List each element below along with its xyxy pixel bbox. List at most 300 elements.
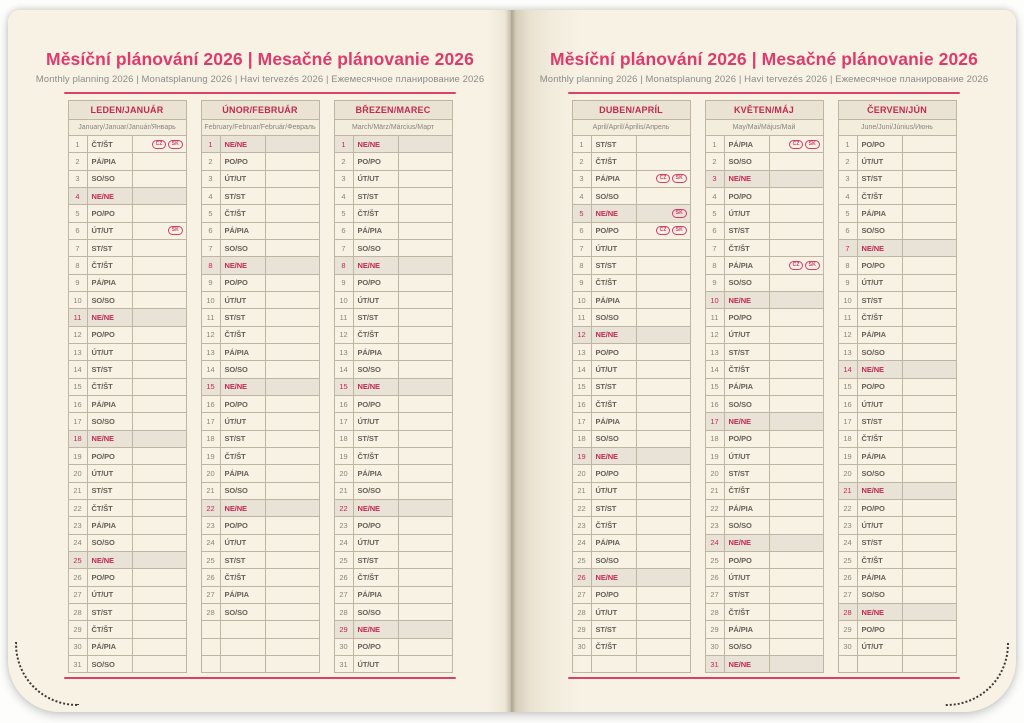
day-number: 24 bbox=[69, 535, 88, 551]
day-weekday: NE/NE bbox=[592, 327, 637, 343]
day-weekday: SO/SO bbox=[221, 240, 266, 256]
day-notes bbox=[266, 552, 319, 568]
day-notes bbox=[399, 535, 452, 551]
day-number: 15 bbox=[573, 379, 592, 395]
day-weekday: PÁ/PIA bbox=[354, 344, 399, 360]
month-days bbox=[839, 136, 956, 672]
day-notes bbox=[637, 257, 690, 273]
day-notes bbox=[266, 604, 319, 620]
day-weekday: ÚT/UT bbox=[221, 413, 266, 429]
day-number: 28 bbox=[202, 604, 221, 620]
day-row bbox=[839, 448, 956, 465]
day-row bbox=[573, 535, 690, 552]
day-notes bbox=[770, 604, 823, 620]
day-row bbox=[69, 205, 186, 222]
day-number: 3 bbox=[202, 171, 221, 187]
day-weekday: PO/PO bbox=[88, 205, 133, 221]
day-number: 13 bbox=[69, 344, 88, 360]
day-notes bbox=[399, 448, 452, 464]
day-row bbox=[573, 257, 690, 274]
day-notes bbox=[133, 639, 186, 655]
day-row bbox=[573, 292, 690, 309]
day-number: 25 bbox=[202, 552, 221, 568]
day-row bbox=[706, 292, 823, 309]
day-row bbox=[69, 448, 186, 465]
day-number: 16 bbox=[69, 396, 88, 412]
day-notes bbox=[903, 431, 956, 447]
day-weekday: PO/PO bbox=[221, 153, 266, 169]
day-notes bbox=[770, 223, 823, 239]
day-notes bbox=[133, 535, 186, 551]
empty-row bbox=[202, 639, 319, 656]
day-number: 24 bbox=[706, 535, 725, 551]
day-weekday: NE/NE bbox=[88, 309, 133, 325]
day-number: 25 bbox=[706, 552, 725, 568]
day-number: 19 bbox=[706, 448, 725, 464]
day-row bbox=[69, 587, 186, 604]
day-weekday: PÁ/PIA bbox=[858, 448, 903, 464]
day-number: 4 bbox=[202, 188, 221, 204]
day-notes bbox=[266, 240, 319, 256]
day-weekday: ČT/ŠT bbox=[725, 604, 770, 620]
month-table-2 bbox=[201, 100, 320, 673]
day-notes bbox=[266, 188, 319, 204]
day-weekday: ST/ST bbox=[221, 188, 266, 204]
day-number: 2 bbox=[335, 153, 354, 169]
day-notes bbox=[133, 344, 186, 360]
day-notes bbox=[903, 587, 956, 603]
day-weekday: ÚT/UT bbox=[858, 396, 903, 412]
day-number: 10 bbox=[573, 292, 592, 308]
day-number: 17 bbox=[202, 413, 221, 429]
day-number: 25 bbox=[573, 552, 592, 568]
day-number: 8 bbox=[839, 257, 858, 273]
day-number: 20 bbox=[69, 465, 88, 481]
day-number: 13 bbox=[335, 344, 354, 360]
day-notes bbox=[266, 448, 319, 464]
day-notes bbox=[770, 569, 823, 585]
day-number: 25 bbox=[69, 552, 88, 568]
day-number: 14 bbox=[335, 361, 354, 377]
day-weekday: ST/ST bbox=[592, 379, 637, 395]
day-row bbox=[335, 500, 452, 517]
top-rule bbox=[64, 92, 456, 94]
day-weekday: SO/SO bbox=[88, 535, 133, 551]
day-weekday: SO/SO bbox=[354, 240, 399, 256]
day-weekday: ČT/ŠT bbox=[221, 569, 266, 585]
day-notes bbox=[770, 587, 823, 603]
day-number: 4 bbox=[839, 188, 858, 204]
day-notes bbox=[399, 483, 452, 499]
day-weekday: PÁ/PIA bbox=[221, 587, 266, 603]
day-weekday: SO/SO bbox=[725, 396, 770, 412]
day-notes bbox=[399, 517, 452, 533]
day-row bbox=[839, 517, 956, 534]
day-notes bbox=[399, 344, 452, 360]
day-weekday: PO/PO bbox=[354, 517, 399, 533]
day-weekday: SO/SO bbox=[858, 344, 903, 360]
day-notes bbox=[637, 604, 690, 620]
day-row bbox=[573, 587, 690, 604]
day-weekday: ÚT/UT bbox=[88, 344, 133, 360]
day-notes bbox=[133, 292, 186, 308]
day-number: 17 bbox=[335, 413, 354, 429]
day-row bbox=[839, 344, 956, 361]
day-weekday: ST/ST bbox=[725, 465, 770, 481]
day-row bbox=[706, 396, 823, 413]
day-number: 15 bbox=[69, 379, 88, 395]
day-notes bbox=[903, 309, 956, 325]
day-notes bbox=[637, 431, 690, 447]
day-number: 8 bbox=[706, 257, 725, 273]
day-notes bbox=[399, 240, 452, 256]
day-row bbox=[69, 656, 186, 672]
day-notes bbox=[637, 621, 690, 637]
day-weekday: NE/NE bbox=[88, 552, 133, 568]
day-number bbox=[839, 656, 858, 672]
day-row bbox=[335, 465, 452, 482]
day-notes bbox=[903, 535, 956, 551]
month-name: KVĚTEN/MÁJ bbox=[706, 101, 823, 120]
day-weekday: ÚT/UT bbox=[88, 223, 133, 239]
day-row bbox=[335, 379, 452, 396]
day-weekday: PO/PO bbox=[858, 500, 903, 516]
day-notes bbox=[903, 465, 956, 481]
day-row bbox=[335, 275, 452, 292]
day-number: 11 bbox=[706, 309, 725, 325]
day-row bbox=[573, 361, 690, 378]
day-number: 16 bbox=[573, 396, 592, 412]
day-notes bbox=[133, 587, 186, 603]
day-number: 9 bbox=[573, 275, 592, 291]
day-row bbox=[706, 621, 823, 638]
holiday-badge-cz: CZ bbox=[656, 226, 670, 235]
day-number: 21 bbox=[839, 483, 858, 499]
day-row bbox=[573, 517, 690, 534]
day-number: 9 bbox=[202, 275, 221, 291]
day-notes bbox=[133, 153, 186, 169]
day-weekday: ČT/ŠT bbox=[88, 136, 133, 152]
day-weekday: ST/ST bbox=[221, 552, 266, 568]
day-weekday: ČT/ŠT bbox=[592, 153, 637, 169]
months-row-right bbox=[512, 100, 1016, 673]
day-row bbox=[69, 379, 186, 396]
day-notes bbox=[770, 361, 823, 377]
day-row bbox=[573, 569, 690, 586]
day-notes bbox=[770, 309, 823, 325]
day-weekday: ČT/ŠT bbox=[725, 483, 770, 499]
day-notes bbox=[903, 569, 956, 585]
day-row bbox=[573, 205, 690, 222]
day-number: 27 bbox=[69, 587, 88, 603]
day-number: 2 bbox=[202, 153, 221, 169]
day-notes bbox=[637, 656, 690, 672]
day-weekday: ÚT/UT bbox=[725, 205, 770, 221]
day-weekday: ÚT/UT bbox=[221, 171, 266, 187]
day-row bbox=[69, 639, 186, 656]
day-number: 19 bbox=[573, 448, 592, 464]
day-row bbox=[202, 309, 319, 326]
day-row bbox=[706, 205, 823, 222]
day-weekday: PO/PO bbox=[725, 431, 770, 447]
day-weekday: ST/ST bbox=[858, 171, 903, 187]
day-number: 10 bbox=[69, 292, 88, 308]
day-weekday bbox=[221, 621, 266, 637]
month-languages: May/Mai/Május/Май bbox=[706, 120, 823, 136]
day-row bbox=[706, 517, 823, 534]
day-row bbox=[573, 465, 690, 482]
day-notes bbox=[266, 344, 319, 360]
day-notes bbox=[399, 396, 452, 412]
day-number: 29 bbox=[69, 621, 88, 637]
day-number: 3 bbox=[839, 171, 858, 187]
day-notes bbox=[903, 344, 956, 360]
day-number: 22 bbox=[202, 500, 221, 516]
day-notes bbox=[266, 292, 319, 308]
day-weekday: ÚT/UT bbox=[221, 292, 266, 308]
day-weekday: ÚT/UT bbox=[858, 639, 903, 655]
day-weekday: SO/SO bbox=[88, 292, 133, 308]
day-notes bbox=[133, 309, 186, 325]
day-notes bbox=[770, 240, 823, 256]
holiday-badge-sk: SK bbox=[672, 209, 686, 218]
day-notes bbox=[903, 223, 956, 239]
day-number: 18 bbox=[69, 431, 88, 447]
day-row bbox=[202, 188, 319, 205]
day-row bbox=[69, 223, 186, 240]
day-notes bbox=[903, 257, 956, 273]
day-number: 6 bbox=[69, 223, 88, 239]
day-row bbox=[335, 205, 452, 222]
day-row bbox=[839, 483, 956, 500]
day-number: 14 bbox=[573, 361, 592, 377]
day-number: 23 bbox=[573, 517, 592, 533]
day-row bbox=[839, 309, 956, 326]
day-notes bbox=[266, 379, 319, 395]
day-weekday: PÁ/PIA bbox=[858, 569, 903, 585]
day-number: 30 bbox=[839, 639, 858, 655]
day-number: 5 bbox=[839, 205, 858, 221]
day-notes bbox=[903, 292, 956, 308]
day-notes bbox=[399, 656, 452, 672]
day-weekday: NE/NE bbox=[858, 483, 903, 499]
day-weekday: PO/PO bbox=[725, 552, 770, 568]
day-number: 21 bbox=[335, 483, 354, 499]
day-number: 19 bbox=[839, 448, 858, 464]
day-row bbox=[202, 535, 319, 552]
day-weekday: PÁ/PIA bbox=[88, 153, 133, 169]
day-row bbox=[573, 552, 690, 569]
day-row bbox=[202, 552, 319, 569]
day-weekday: SO/SO bbox=[354, 604, 399, 620]
month-days bbox=[202, 136, 319, 672]
day-weekday: PÁ/PIA bbox=[592, 171, 637, 187]
day-row bbox=[335, 621, 452, 638]
day-weekday: ST/ST bbox=[592, 500, 637, 516]
day-notes bbox=[637, 500, 690, 516]
day-row bbox=[573, 500, 690, 517]
day-row bbox=[202, 327, 319, 344]
day-number: 12 bbox=[839, 327, 858, 343]
day-row bbox=[69, 292, 186, 309]
day-notes bbox=[266, 621, 319, 637]
day-row bbox=[706, 153, 823, 170]
day-number: 31 bbox=[335, 656, 354, 672]
day-weekday: PO/PO bbox=[88, 569, 133, 585]
day-number: 23 bbox=[706, 517, 725, 533]
day-number: 14 bbox=[69, 361, 88, 377]
day-weekday: NE/NE bbox=[858, 240, 903, 256]
day-weekday: PO/PO bbox=[354, 396, 399, 412]
day-notes bbox=[903, 483, 956, 499]
day-number: 10 bbox=[706, 292, 725, 308]
day-notes bbox=[266, 569, 319, 585]
day-weekday: PÁ/PIA bbox=[88, 396, 133, 412]
day-number: 17 bbox=[706, 413, 725, 429]
day-notes bbox=[399, 379, 452, 395]
day-notes bbox=[399, 292, 452, 308]
day-notes bbox=[133, 240, 186, 256]
day-weekday: NE/NE bbox=[354, 379, 399, 395]
day-weekday: SO/SO bbox=[354, 361, 399, 377]
day-notes bbox=[399, 136, 452, 152]
day-weekday: ST/ST bbox=[858, 535, 903, 551]
day-weekday: ČT/ŠT bbox=[858, 309, 903, 325]
day-notes bbox=[266, 656, 319, 672]
day-number: 8 bbox=[573, 257, 592, 273]
day-number: 26 bbox=[202, 569, 221, 585]
day-row bbox=[335, 223, 452, 240]
day-number: 28 bbox=[573, 604, 592, 620]
day-weekday: PÁ/PIA bbox=[592, 292, 637, 308]
day-row bbox=[839, 327, 956, 344]
day-weekday: ČT/ŠT bbox=[592, 275, 637, 291]
day-weekday: PÁ/PIA bbox=[221, 465, 266, 481]
page-title: Měsíční plánování 2026 | Mesačné plánovanie 2026 bbox=[46, 49, 474, 69]
day-row bbox=[69, 535, 186, 552]
day-row bbox=[706, 223, 823, 240]
day-number: 26 bbox=[69, 569, 88, 585]
day-row bbox=[839, 396, 956, 413]
day-weekday: ČT/ŠT bbox=[858, 431, 903, 447]
day-weekday: ÚT/UT bbox=[858, 275, 903, 291]
day-weekday: PO/PO bbox=[221, 517, 266, 533]
day-row bbox=[202, 240, 319, 257]
day-notes bbox=[266, 153, 319, 169]
day-weekday: SO/SO bbox=[725, 153, 770, 169]
day-notes bbox=[133, 205, 186, 221]
day-notes bbox=[637, 136, 690, 152]
day-notes bbox=[133, 517, 186, 533]
day-row bbox=[335, 171, 452, 188]
day-notes bbox=[399, 327, 452, 343]
day-row bbox=[839, 587, 956, 604]
day-weekday: PO/PO bbox=[858, 257, 903, 273]
day-row bbox=[69, 327, 186, 344]
day-notes bbox=[399, 639, 452, 655]
day-number: 4 bbox=[335, 188, 354, 204]
day-notes bbox=[266, 483, 319, 499]
day-row bbox=[573, 344, 690, 361]
day-number: 22 bbox=[706, 500, 725, 516]
day-weekday: NE/NE bbox=[354, 257, 399, 273]
day-weekday: NE/NE bbox=[88, 188, 133, 204]
day-number: 9 bbox=[706, 275, 725, 291]
day-row bbox=[706, 327, 823, 344]
day-notes bbox=[903, 448, 956, 464]
day-weekday: ST/ST bbox=[354, 552, 399, 568]
day-notes bbox=[266, 136, 319, 152]
day-number: 26 bbox=[839, 569, 858, 585]
day-number: 19 bbox=[69, 448, 88, 464]
empty-row bbox=[839, 656, 956, 672]
day-weekday: ST/ST bbox=[221, 431, 266, 447]
day-row bbox=[69, 361, 186, 378]
month-name: BŘEZEN/MAREC bbox=[335, 101, 452, 120]
day-row bbox=[202, 587, 319, 604]
day-number: 21 bbox=[573, 483, 592, 499]
day-notes bbox=[770, 344, 823, 360]
day-row bbox=[706, 656, 823, 672]
day-weekday: PO/PO bbox=[592, 587, 637, 603]
day-row bbox=[706, 257, 823, 274]
day-notes bbox=[399, 621, 452, 637]
day-notes bbox=[266, 171, 319, 187]
day-row bbox=[573, 136, 690, 153]
day-weekday: ÚT/UT bbox=[592, 604, 637, 620]
day-weekday: SO/SO bbox=[725, 639, 770, 655]
day-notes bbox=[903, 621, 956, 637]
day-weekday: NE/NE bbox=[725, 535, 770, 551]
day-weekday: ÚT/UT bbox=[725, 448, 770, 464]
day-notes bbox=[399, 275, 452, 291]
day-weekday: SO/SO bbox=[592, 431, 637, 447]
day-weekday: ST/ST bbox=[354, 309, 399, 325]
day-row bbox=[335, 188, 452, 205]
day-notes bbox=[399, 569, 452, 585]
day-weekday: ST/ST bbox=[354, 431, 399, 447]
day-number: 1 bbox=[202, 136, 221, 152]
day-row bbox=[202, 292, 319, 309]
day-row bbox=[335, 483, 452, 500]
day-weekday: ČT/ŠT bbox=[725, 361, 770, 377]
day-row bbox=[839, 639, 956, 656]
day-row bbox=[69, 344, 186, 361]
day-notes bbox=[133, 188, 186, 204]
day-row bbox=[839, 205, 956, 222]
day-row bbox=[202, 136, 319, 153]
day-notes bbox=[133, 223, 186, 239]
day-row bbox=[69, 136, 186, 153]
day-number: 28 bbox=[335, 604, 354, 620]
day-notes bbox=[266, 639, 319, 655]
day-weekday: ÚT/UT bbox=[592, 361, 637, 377]
day-row bbox=[706, 604, 823, 621]
day-weekday: ČT/ŠT bbox=[221, 448, 266, 464]
day-row bbox=[839, 257, 956, 274]
day-notes bbox=[903, 205, 956, 221]
day-notes bbox=[399, 188, 452, 204]
day-number: 11 bbox=[839, 309, 858, 325]
day-row bbox=[69, 396, 186, 413]
day-row bbox=[573, 275, 690, 292]
day-weekday: ST/ST bbox=[592, 257, 637, 273]
day-weekday: PÁ/PIA bbox=[858, 327, 903, 343]
day-number: 5 bbox=[573, 205, 592, 221]
day-weekday: ÚT/UT bbox=[354, 656, 399, 672]
day-weekday: PÁ/PIA bbox=[88, 275, 133, 291]
day-row bbox=[335, 587, 452, 604]
